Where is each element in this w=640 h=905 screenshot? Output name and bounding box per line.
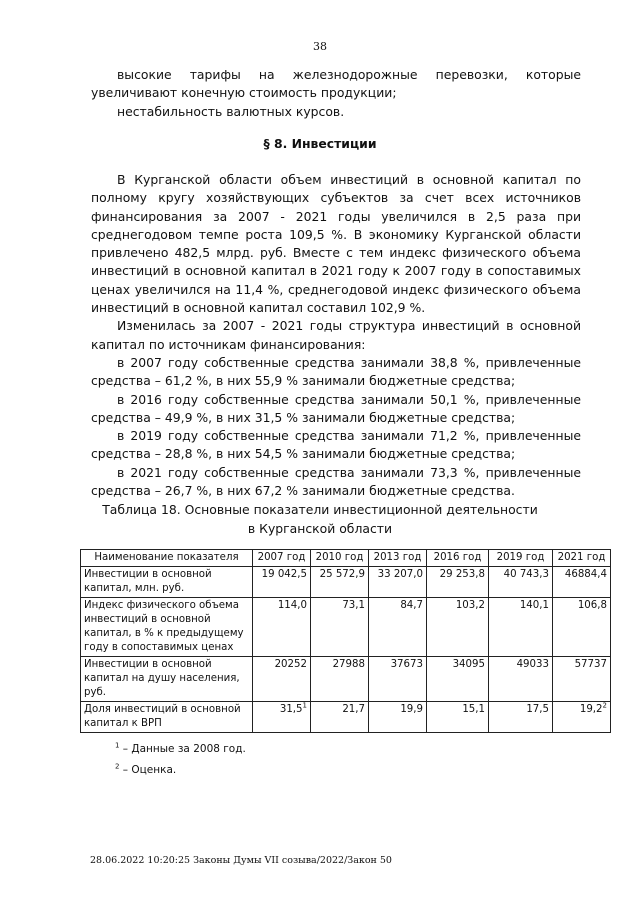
table-cell: 29 253,8 — [427, 567, 489, 598]
table-cell: 19 042,5 — [253, 567, 311, 598]
table-cell: 57737 — [553, 657, 611, 702]
cell-value: 19,2 — [579, 704, 603, 715]
table-row — [81, 598, 611, 657]
column-header: 2016 год — [427, 550, 489, 567]
intro-paragraph: нестабильность валютных курсов. — [117, 103, 345, 119]
column-header: 2013 год — [369, 550, 427, 567]
table-cell: 103,2 — [427, 598, 489, 657]
column-header: 2010 год — [311, 550, 369, 567]
table-cell: 20252 — [253, 657, 311, 702]
cell-value: 31,5 — [279, 704, 303, 715]
column-header: Наименование показателя — [81, 550, 253, 567]
table-cell: 84,7 — [369, 598, 427, 657]
table-caption-line: Таблица 18. Основные показатели инвестиционной деятельности — [102, 502, 538, 517]
paragraph: Изменилась за 2007 - 2021 годы структура инвестиций в основной капитал по источникам финансирования: — [91, 318, 581, 352]
paragraph: в 2016 году собственные средства занимали 50,1 %, привлеченные средства – 49,9 %, в них 31,5 % занимали бюджетные средства; — [91, 391, 581, 425]
footnote-text: – Данные за 2008 год. — [119, 743, 246, 755]
table-cell: 25 572,9 — [311, 567, 369, 598]
paragraph: в 2021 году собственные средства занимали 73,3 %, привлеченные средства – 26,7 %, в них 67,2 % занимали бюджетные средства. — [91, 464, 581, 499]
row-label: Инвестиции в основной капитал на душу населения, руб. — [81, 657, 253, 702]
table-cell: 49033 — [489, 657, 553, 702]
investment-table — [80, 549, 611, 733]
footnote-mark: 2 — [115, 762, 120, 771]
footnote-text: – Оценка. — [119, 764, 177, 776]
paragraph: В Курганской области объем инвестиций в основной капитал по полному кругу хозяйствующих субъектов за счет всех источников финансирования за 2007 - 2021 годы увеличился в 2,5 раза при среднегодовом темпе роста 109,5 %. В экономику Курганской области привлечено 482,5 млрд. руб. Вместе с тем индекс физического объема инвестиций в основной капитал в 2021 году к 2007 году в сопоставимых ценах увеличился на 11,4 %, среднегодовой индекс физического объема инвестиций в основной капитал составил 102,9 %. — [91, 172, 581, 316]
paragraph: в 2019 году собственные средства занимали 71,2 %, привлеченные средства – 28,8 %, в них 54,5 % занимали бюджетные средства; — [91, 428, 581, 462]
document-footer: 28.06.2022 10:20:25 Законы Думы VII созыва/2022/Закон 50 — [90, 855, 392, 866]
footnote-mark: 2 — [602, 701, 607, 710]
table-cell: 37673 — [369, 657, 427, 702]
table-caption-line: в Курганской области — [247, 521, 393, 536]
footnote-mark: 1 — [302, 701, 307, 710]
row-label: Индекс физического объема инвестиций в основной капитал, в % к предыдущему году в сопоставимых ценах — [81, 598, 253, 657]
table-cell: 46884,4 — [553, 567, 611, 598]
table-cell: 40 743,3 — [489, 567, 553, 598]
row-label: Доля инвестиций в основной капитал к ВРП — [81, 702, 253, 733]
footnote — [115, 762, 176, 778]
table-row — [81, 702, 611, 733]
table-header-row — [81, 550, 611, 567]
section-title: § 8. Инвестиции — [263, 136, 377, 151]
table-cell — [553, 702, 611, 733]
table-cell: 19,9 — [369, 702, 427, 733]
table-cell: 15,1 — [427, 702, 489, 733]
intro-paragraph: высокие тарифы на железнодорожные перевозки, которые увеличивают конечную стоимость продукции; — [91, 67, 581, 101]
page-number: 38 — [313, 40, 327, 53]
paragraph: в 2007 году собственные средства занимали 38,8 %, привлеченные средства – 61,2 %, в них 55,9 % занимали бюджетные средства; — [91, 354, 581, 389]
table-row — [81, 567, 611, 598]
table-cell: 114,0 — [253, 598, 311, 657]
column-header: 2021 год — [553, 550, 611, 567]
table-cell — [253, 702, 311, 733]
table-cell: 33 207,0 — [369, 567, 427, 598]
row-label: Инвестиции в основной капитал, млн. руб. — [81, 567, 253, 598]
table-cell: 106,8 — [553, 598, 611, 657]
table-cell: 73,1 — [311, 598, 369, 657]
column-header: 2007 год — [253, 550, 311, 567]
footnote-mark: 1 — [115, 741, 120, 750]
intro-text — [91, 66, 581, 121]
table-caption — [0, 500, 640, 538]
table-cell: 21,7 — [311, 702, 369, 733]
table-cell: 17,5 — [489, 702, 553, 733]
table-cell: 27988 — [311, 657, 369, 702]
table-row — [81, 657, 611, 702]
footnote — [115, 741, 246, 757]
table-cell: 34095 — [427, 657, 489, 702]
table-cell: 140,1 — [489, 598, 553, 657]
body-text — [91, 171, 581, 500]
column-header: 2019 год — [489, 550, 553, 567]
